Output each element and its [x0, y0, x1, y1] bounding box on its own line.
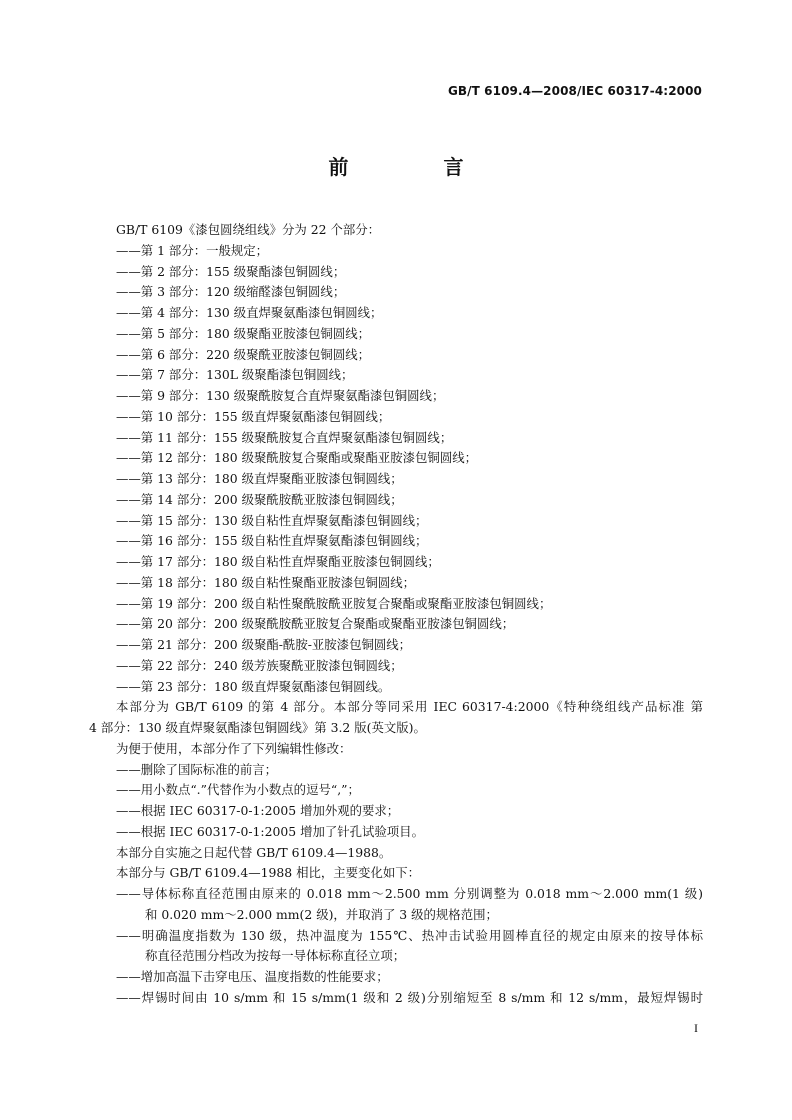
- text-line: ——第 1 部分：一般规定；: [116, 242, 269, 258]
- foreword-body: [89, 220, 703, 1009]
- page-number: I: [694, 1021, 698, 1035]
- text-line: ——第 3 部分：120 级缩醛漆包铜圆线；: [116, 284, 346, 300]
- text-line: ——第 16 部分：155 级自粘性直焊聚氨酯漆包铜圆线；: [116, 533, 428, 549]
- text-line: ——用小数点“.”代替作为小数点的逗号“,”；: [116, 782, 360, 798]
- text-line: ——根据 IEC 60317-0-1:2005 增加了针孔试验项目。: [116, 823, 424, 839]
- text-line: ——第 22 部分：240 级芳族聚酰亚胺漆包铜圆线；: [116, 657, 403, 673]
- text-line: ——第 21 部分：200 级聚酯-酰胺-亚胺漆包铜圆线；: [116, 637, 412, 652]
- text-line: ——第 7 部分：130L 级聚酯漆包铜圆线；: [116, 367, 354, 383]
- text-line: 为便于使用，本部分作了下列编辑性修改：: [116, 740, 352, 756]
- text-line: ——第 15 部分：130 级自粘性直焊聚氨酯漆包铜圆线；: [116, 512, 428, 528]
- text-line: ——第 2 部分：155 级聚酯漆包铜圆线；: [116, 263, 346, 279]
- text-line: 本部分与 GB/T 6109.4—1988 相比，主要变化如下：: [116, 865, 421, 881]
- text-line: ——根据 IEC 60317-0-1:2005 增加外观的要求；: [116, 803, 400, 818]
- text-line: ——第 12 部分：180 级聚酰胺复合聚酯或聚酯亚胺漆包铜圆线；: [116, 450, 477, 466]
- text-line: 4 部分：130 级直焊聚氨酯漆包铜圆线》第 3.2 版(英文版)。: [89, 720, 426, 735]
- text-line: ——删除了国际标准的前言；: [116, 761, 278, 777]
- text-line: 本部分为 GB/T 6109 的第 4 部分。本部分等同采用 IEC 60317-4:2000《特种绕组线产品标准 第: [116, 699, 703, 715]
- text-line: ——第 23 部分：180 级直焊聚氨酯漆包铜圆线。: [116, 678, 391, 694]
- standard-code-header: GB/T 6109.4—2008/IEC 60317-4:2000: [447, 84, 702, 98]
- text-line: ——增加高温下击穿电压、温度指数的性能要求；: [116, 969, 389, 984]
- text-line: ——第 10 部分：155 级直焊聚氨酯漆包铜圆线；: [116, 408, 391, 424]
- text-line: 和 0.020 mm～2.000 mm(2 级)，并取消了 3 级的规格范围；: [145, 906, 498, 922]
- text-line: 称直径范围分档改为按每一导体标称直径立项；: [145, 948, 406, 964]
- text-line: ——焊锡时间由 10 s/mm 和 15 s/mm(1 级和 2 级)分别缩短至 8 s/mm 和 12 s/mm，最短焊锡时: [116, 989, 703, 1005]
- text-line: ——导体标称直径范围由原来的 0.018 mm～2.500 mm 分别调整为 0.018 mm～2.000 mm(1 级): [116, 886, 703, 901]
- text-line: 本部分自实施之日起代替 GB/T 6109.4—1988。: [116, 844, 392, 860]
- text-line: ——第 6 部分：220 级聚酰亚胺漆包铜圆线；: [116, 346, 370, 362]
- text-line: ——第 5 部分：180 级聚酯亚胺漆包铜圆线；: [116, 325, 370, 341]
- text-line: ——第 13 部分：180 级直焊聚酯亚胺漆包铜圆线；: [116, 471, 403, 486]
- text-line: GB/T 6109《漆包圆绕组线》分为 22 个部分：: [116, 222, 381, 237]
- text-line: ——第 18 部分：180 级自粘性聚酯亚胺漆包铜圆线；: [116, 574, 416, 590]
- text-line: ——第 11 部分：155 级聚酰胺复合直焊聚氨酯漆包铜圆线；: [116, 429, 453, 445]
- text-line: ——第 20 部分：200 级聚酰胺酰亚胺复合聚酯或聚酯亚胺漆包铜圆线；: [116, 616, 515, 632]
- text-line: ——第 17 部分：180 级自粘性直焊聚酯亚胺漆包铜圆线；: [116, 554, 440, 569]
- text-line: ——第 9 部分：130 级聚酰胺复合直焊聚氨酯漆包铜圆线；: [116, 388, 445, 403]
- text-line: ——第 4 部分：130 级直焊聚氨酯漆包铜圆线；: [116, 305, 383, 320]
- text-line: ——明确温度指数为 130 级，热冲温度为 155℃、热冲击试验用圆棒直径的规定由原来的按导体标: [116, 927, 703, 943]
- text-line: ——第 14 部分：200 级聚酰胺酰亚胺漆包铜圆线；: [116, 491, 403, 507]
- page-title: 前 言: [328, 155, 508, 179]
- text-line: ——第 19 部分：200 级自粘性聚酰胺酰亚胺复合聚酯或聚酯亚胺漆包铜圆线；: [116, 595, 552, 611]
